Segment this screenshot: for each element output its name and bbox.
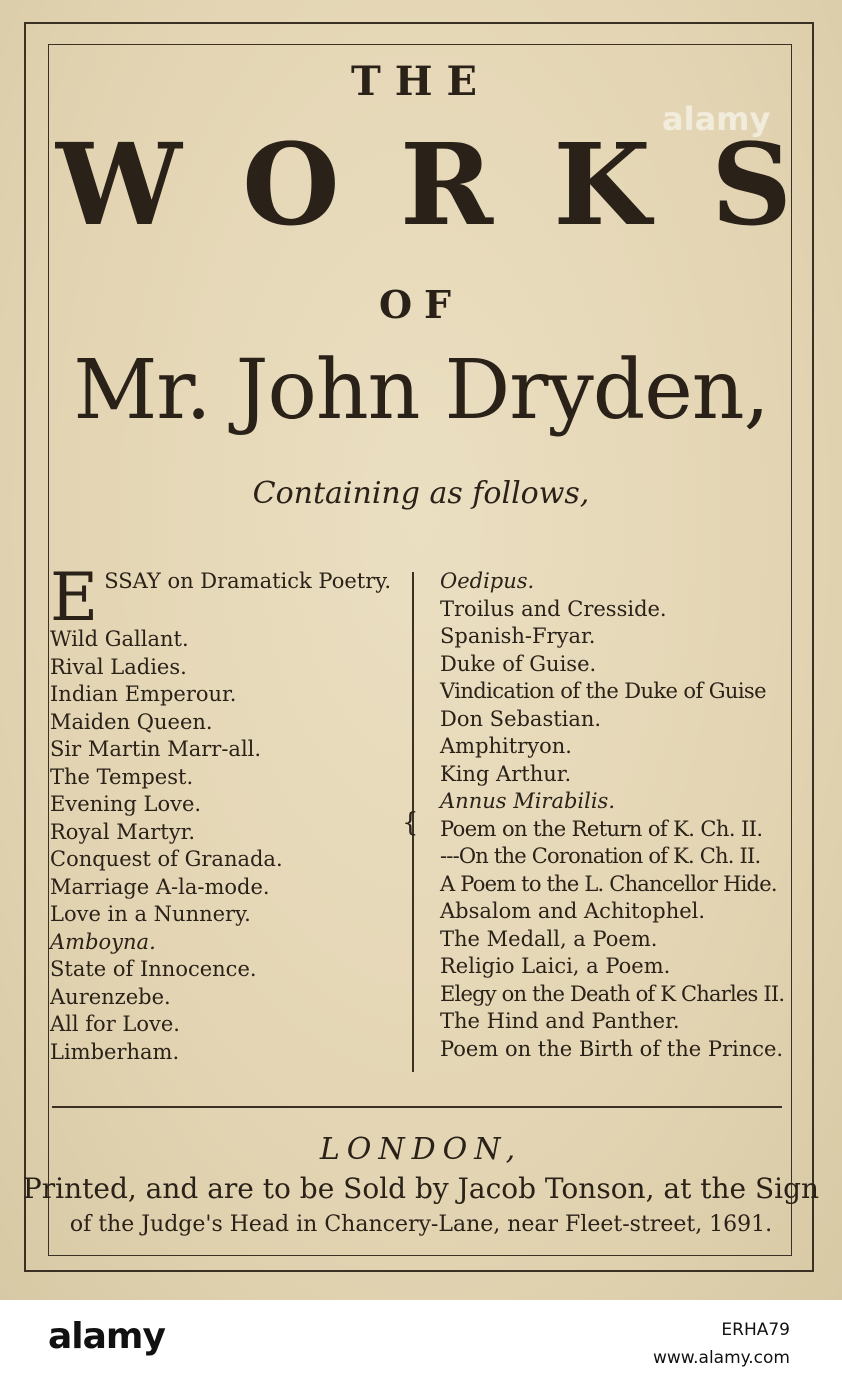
list-item: Royal Martyr. [50, 819, 196, 844]
drop-cap: E [50, 568, 99, 626]
list-item: Indian Emperour. [50, 682, 237, 706]
list-item: Wild Gallant. [50, 627, 189, 651]
containing-line: Containing as follows, [252, 476, 590, 511]
list-item: ---On the Coronation of K. Ch. II. [440, 844, 761, 868]
list-item: Maiden Queen. [50, 709, 213, 734]
works-letter: O [242, 120, 340, 251]
list-item: Rival Ladies. [50, 654, 187, 679]
works-letter: K [553, 120, 651, 251]
list-item: Absalom and Achitophel. [440, 899, 706, 923]
image-id: ERHA79 [721, 1320, 790, 1340]
title-of: OF [378, 282, 464, 327]
list-item: A Poem to the L. Chancellor Hide. [440, 871, 777, 896]
title-works [56, 120, 792, 251]
list-item: Aurenzebe. [50, 984, 171, 1009]
list-item: The Tempest. [50, 764, 194, 789]
list-item: Evening Love. [50, 792, 202, 816]
stock-footer [0, 1300, 842, 1390]
list-item: The Medall, a Poem. [440, 926, 658, 951]
author-name: Mr. John Dryden, [73, 343, 769, 438]
list-item: All for Love. [50, 1012, 180, 1036]
divider-rule [52, 1106, 782, 1108]
imprint-line-1: Printed, and are to be Sold by Jacob Tonson, at the Sign [22, 1172, 820, 1205]
list-item: Duke of Guise. [440, 651, 597, 676]
watermark: alamy [662, 100, 771, 138]
stock-url-link[interactable]: www.alamy.com [652, 1348, 790, 1368]
list-item [50, 568, 402, 626]
list-item: The Hind and Panther. [440, 1009, 680, 1033]
works-letter: R [400, 120, 494, 251]
list-item: King Arthur. [440, 761, 572, 786]
list-item: Poem on the Return of K. Ch. II. [440, 816, 763, 841]
list-item: Spanish-Fryar. [440, 624, 596, 648]
list-item-text: SSAY on Dramatick Poetry. [104, 569, 392, 593]
list-item: Elegy on the Death of K Charles II. [440, 981, 785, 1006]
list-item: Oedipus. [440, 569, 535, 593]
list-item: Vindication of the Duke of Guise [440, 679, 766, 703]
list-item: Annus Mirabilis. [440, 789, 616, 813]
list-item: State of Innocence. [50, 957, 257, 981]
alamy-logo[interactable]: alamy [48, 1316, 165, 1357]
list-item: Religio Laici, a Poem. [440, 954, 671, 978]
works-letter: S [711, 120, 792, 251]
list-item: Sir Martin Marr-all. [50, 737, 262, 761]
list-item: Don Sebastian. [440, 706, 602, 731]
list-item: Marriage A-la-mode. [50, 874, 270, 899]
list-item: Love in a Nunnery. [50, 902, 251, 926]
list-item: Limberham. [50, 1039, 180, 1064]
list-item: Poem on the Birth of the Prince. [440, 1036, 784, 1061]
brace-icon: { [402, 808, 419, 838]
list-item: Conquest of Granada. [50, 847, 283, 871]
title-the: THE [350, 58, 492, 105]
list-item: Amphitryon. [440, 734, 572, 758]
imprint-place: LONDON, [319, 1132, 523, 1167]
works-letter: W [56, 120, 182, 251]
contents-right-column [440, 568, 800, 1063]
imprint-line-2: of the Judge's Head in Chancery-Lane, near Fleet-street, 1691. [69, 1212, 773, 1237]
contents-left-column [50, 568, 402, 1066]
list-item: Troilus and Cresside. [440, 596, 667, 621]
list-item: Amboyna. [50, 929, 156, 954]
